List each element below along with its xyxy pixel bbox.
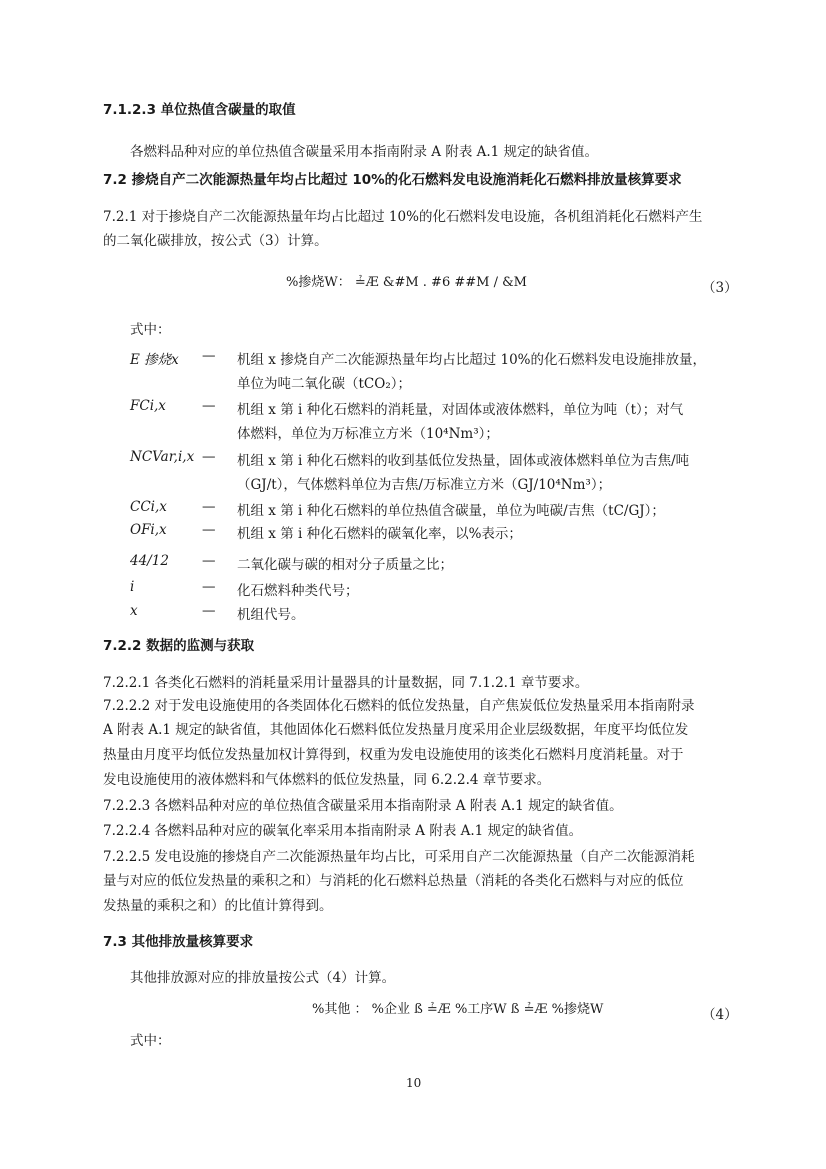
paragraph-7-2-2-5-line: 量与对应的低位发热量的乘积之和）与消耗的化石燃料总热量（消耗的各类化石燃料与对应的低位 [103,873,684,889]
formula-4: %其他 ： %企业 ß ≟Æ %工序W ß ≟Æ %掺烧W [312,1002,604,1017]
definition-symbol: x [130,603,138,619]
definition-symbol: E 掺烧x [130,352,179,368]
paragraph-7-2-1-line-1: 7.2.1 对于掺烧自产二次能源热量年均占比超过 10%的化石燃料发电设施，各机组消耗化石燃料产生 [103,209,703,225]
definition-text: 机组 x 第 i 种化石燃料的消耗量，对固体或液体燃料，单位为吨（t）；对气 [237,402,684,418]
definition-dash: — [202,579,216,595]
definition-text: （GJ/t），气体燃料单位为吉焦/万标准立方米（GJ/10⁴Nm³）； [237,477,612,493]
definition-text: 二氧化碳与碳的相对分子质量之比； [237,557,453,573]
paragraph-7-2-2-2-line: 热量由月度平均低位发热量加权计算得到，权重为发电设施使用的该类化石燃料月度消耗量。对于 [103,747,684,763]
paragraph-7-2-2-5-line: 发热量的乘积之和）的比值计算得到。 [103,898,333,914]
definition-dash: — [202,522,216,538]
paragraph-7-2-2-2-line: 7.2.2.2 对于发电设施使用的各类固体化石燃料的低位发热量，自产焦炭低位发热量采用本指南附录 [103,698,695,714]
definition-text: 单位为吨二氧化碳（tCO₂）； [237,376,411,392]
definition-text: 机组代号。 [237,607,305,623]
paragraph-7-2-2-4: 7.2.2.4 各燃料品种对应的碳氧化率采用本指南附录 A 附表 A.1 规定的缺省值。 [103,823,583,839]
definition-text: 体燃料，单位为万标准立方米（10⁴Nm³）； [237,426,499,442]
definition-dash: — [202,348,216,364]
paragraph-7-2-2-2-line: A 附表 A.1 规定的缺省值，其他固体化石燃料低位发热量月度采用企业层级数据，年度平均低位发 [103,722,689,738]
where-label-2: 式中： [130,1033,171,1049]
heading-7-2: 7.2 掺烧自产二次能源热量年均占比超过 10%的化石燃料发电设施消耗化石燃料排放量核算要求 [103,172,682,188]
definition-text: 机组 x 第 i 种化石燃料的碳氧化率，以%表示； [237,526,522,542]
formula-4-number: （4） [702,1007,738,1023]
definition-text: 化石燃料种类代号； [237,583,359,599]
definition-symbol: CCi,x [130,499,167,515]
heading-7-1-2-3: 7.1.2.3 单位热值含碳量的取值 [103,102,296,118]
definition-dash: — [202,553,216,569]
definition-dash: — [202,449,216,465]
paragraph-7-2-2-2-line: 发电设施使用的液体燃料和气体燃料的低位发热量，同 6.2.2.4 章节要求。 [103,772,551,788]
definition-symbol: FCi,x [130,398,166,414]
definition-symbol: OFi,x [130,522,167,538]
paragraph-7-2-2-3: 7.2.2.3 各燃料品种对应的单位热值含碳量采用本指南附录 A 附表 A.1 规定的缺省值。 [103,798,623,814]
paragraph-7-2-2-1: 7.2.2.1 各类化石燃料的消耗量采用计量器具的计量数据，同 7.1.2.1 章节要求。 [103,675,589,691]
heading-7-2-2: 7.2.2 数据的监测与获取 [103,638,255,654]
definition-text: 机组 x 掺烧自产二次能源热量年均占比超过 10%的化石燃料发电设施排放量， [237,352,706,368]
definition-dash: — [202,398,216,414]
definition-text: 机组 x 第 i 种化石燃料的收到基低位发热量，固体或液体燃料单位为吉焦/吨 [237,453,690,469]
page-number: 10 [406,1076,422,1090]
definition-text: 机组 x 第 i 种化石燃料的单位热值含碳量，单位为吨碳/吉焦（tC/GJ）； [237,503,665,519]
definition-symbol: i [130,579,135,595]
paragraph-7-2-1-line-2: 的二氧化碳排放，按公式（3）计算。 [103,233,328,249]
formula-3-number: （3） [702,280,738,296]
heading-7-3: 7.3 其他排放量核算要求 [103,934,254,950]
definition-symbol: NCVar,i,x [130,449,195,465]
definition-dash: — [202,603,216,619]
formula-3: %掺烧W： ≟Æ &#M . #6 ##M / &M [286,275,527,290]
definition-symbol: 44/12 [130,553,169,569]
definition-dash: — [202,499,216,515]
paragraph-7-1-2-3: 各燃料品种对应的单位热值含碳量采用本指南附录 A 附表 A.1 规定的缺省值。 [130,144,599,160]
where-label-1: 式中： [130,322,171,338]
paragraph-7-2-2-5-line: 7.2.2.5 发电设施的掺烧自产二次能源热量年均占比，可采用自产二次能源热量（自产二次能源消耗 [103,849,695,865]
paragraph-7-3: 其他排放源对应的排放量按公式（4）计算。 [130,970,396,986]
